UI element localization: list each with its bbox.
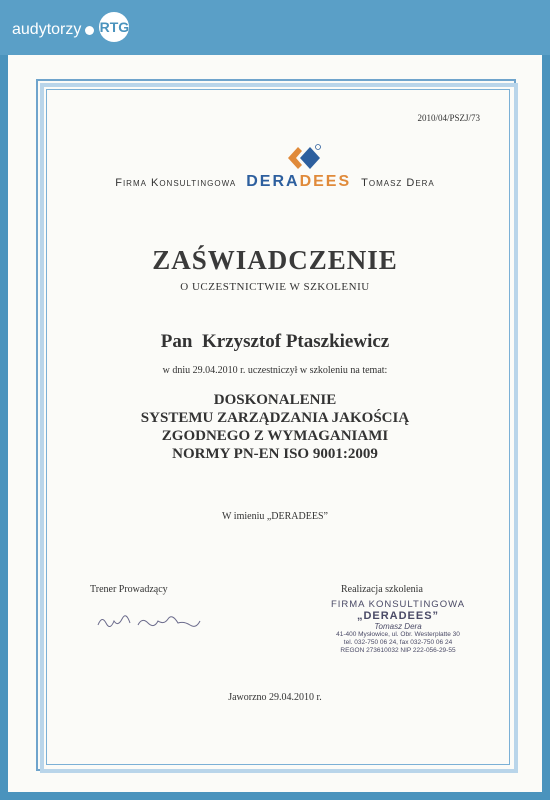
brand-logo[interactable] [12,18,129,42]
issue-place-date: Jaworzno 29.04.2010 r. [228,692,322,703]
brand-badge: RTG [99,12,129,42]
header-bar [0,0,550,55]
logo-part-1: DERA [246,173,300,190]
topic-line: SYSTEMU ZARZĄDZANIA JAKOŚCIĄ [140,410,410,426]
company-logo [246,143,351,191]
attendance-date-line: w dniu 29.04.2010 r. uczestniczył w szkoleniu na temat: [162,365,388,376]
dot-icon [85,26,94,35]
trainer-signature [94,611,204,638]
on-behalf-line: W imieniu „DERADEES” [222,511,328,522]
stamp-line: tel. 032-750 06 24, fax 032-750 06 24 [343,639,453,646]
stamp-line: Tomasz Dera [374,622,422,631]
firm-header [8,143,542,191]
realization-label: Realizacja szkolenia [341,584,423,595]
company-stamp [298,599,498,655]
topic-line: NORMY PN-EN ISO 9001:2009 [172,446,378,462]
participant-name: Pan Krzysztof Ptaszkiewicz [160,331,390,352]
certificate-document [8,55,542,792]
firm-right-label: Tomasz Dera [361,177,435,189]
document-number: 2010/04/PSZJ/73 [417,113,480,123]
stamp-line: „DERADEES” [356,610,440,622]
logo-part-2: DEES [299,173,352,190]
stamp-line: REGON 273610032 NIP 222-056-29-55 [340,647,456,654]
logo-wordmark [246,173,351,191]
trainer-label: Trener Prowadzący [90,584,168,595]
signature-scribble [94,611,204,633]
topic-line: DOSKONALENIE [213,392,337,408]
certificate-subtitle: O UCZESTNICTWIE W SZKOLENIU [180,281,370,293]
topic-line: ZGODNEGO Z WYMAGANIAMI [161,428,389,444]
firm-left-label: Firma Konsultingowa [115,177,237,189]
stamp-line: FIRMA KONSULTINGOWA [330,599,466,610]
stamp-line: 41-400 Mysłowice, ul. Obr. Westerplatte 30 [336,631,460,638]
certificate-title: ZAŚWIADCZENIE [152,245,398,275]
diamond-logo-icon [274,143,324,173]
training-topic [8,391,542,463]
brand-text: audytorzy [12,21,82,38]
